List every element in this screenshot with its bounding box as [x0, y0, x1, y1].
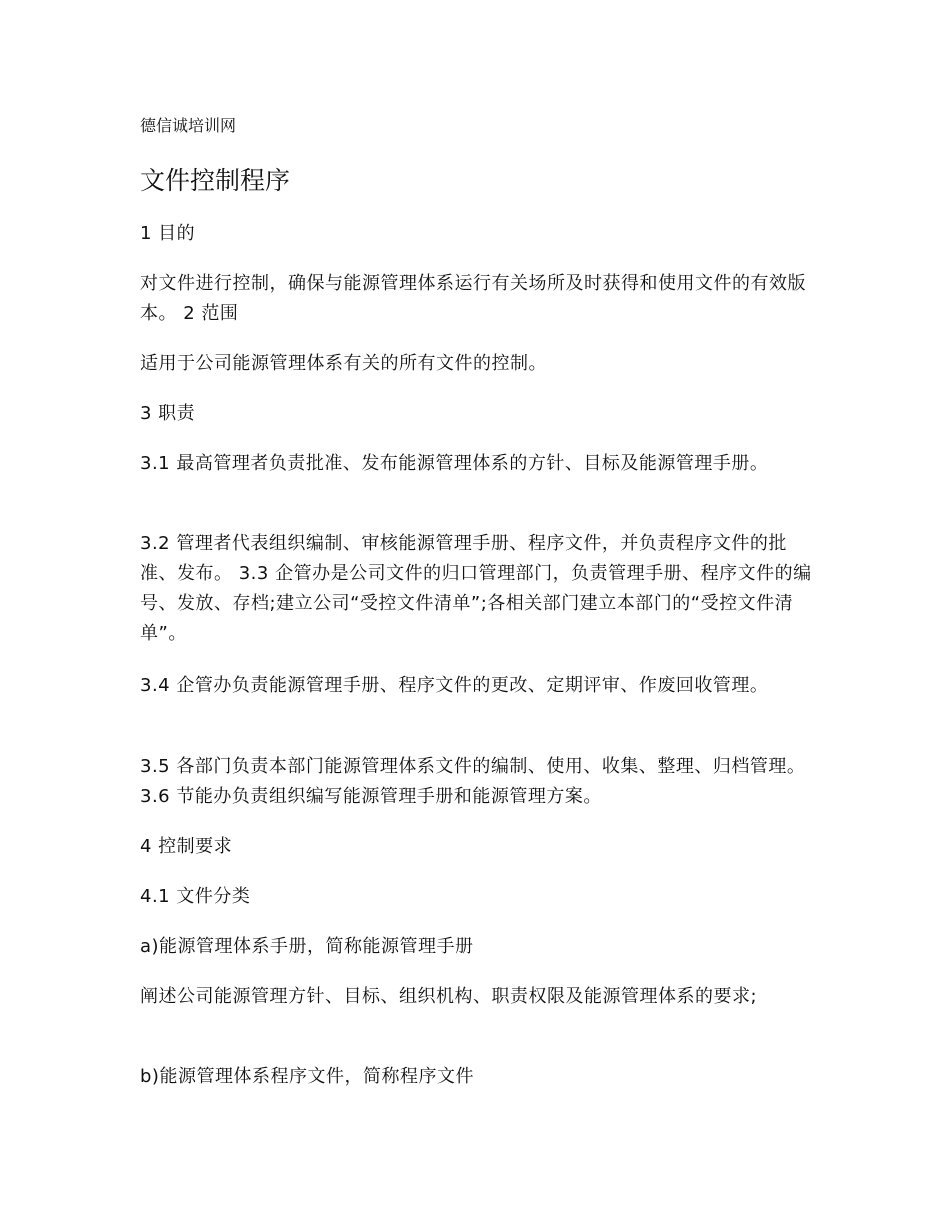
document-page	[140, 0, 812, 1230]
paragraph-3-2-3-3: 3.2 管理者代表组织编制、审核能源管理手册、程序文件，并负责程序文件的批准、发布。 3.3 企管办是公司文件的归口管理部门，负责管理手册、程序文件的编号、发放、存档;建立公司“受控文件清单”;各相关部门建立本部门的“受控文件清单”。	[140, 533, 812, 644]
paragraph-3-4: 3.4 企管办负责能源管理手册、程序文件的更改、定期评审、作废回收管理。	[140, 675, 769, 696]
section-heading-responsibilities: 3 职责	[140, 403, 196, 424]
paragraph-scope: 适用于公司能源管理体系有关的所有文件的控制。	[140, 353, 547, 374]
paragraph-3-5-3-6: 3.5 各部门负责本部门能源管理体系文件的编制、使用、收集、整理、归档管理。 3.6 节能办负责组织编写能源管理手册和能源管理方案。	[140, 756, 806, 807]
paragraph-3-1: 3.1 最高管理者负责批准、发布能源管理体系的方针、目标及能源管理手册。	[140, 453, 769, 474]
section-heading-purpose: 1 目的	[140, 223, 196, 244]
site-name: 德信诚培训网	[140, 116, 237, 135]
list-item-b: b)能源管理体系程序文件，简称程序文件	[140, 1066, 474, 1087]
section-heading-4-1: 4.1 文件分类	[140, 886, 251, 907]
document-title: 文件控制程序	[140, 166, 291, 195]
paragraph-purpose-scope: 对文件进行控制，确保与能源管理体系运行有关场所及时获得和使用文件的有效版本。 2 范围	[140, 273, 806, 324]
list-item-a: a)能源管理体系手册，简称能源管理手册	[140, 936, 474, 957]
paragraph-manual-description: 阐述公司能源管理方针、目标、组织机构、职责权限及能源管理体系的要求;	[140, 986, 758, 1007]
section-heading-control-requirements: 4 控制要求	[140, 836, 233, 857]
